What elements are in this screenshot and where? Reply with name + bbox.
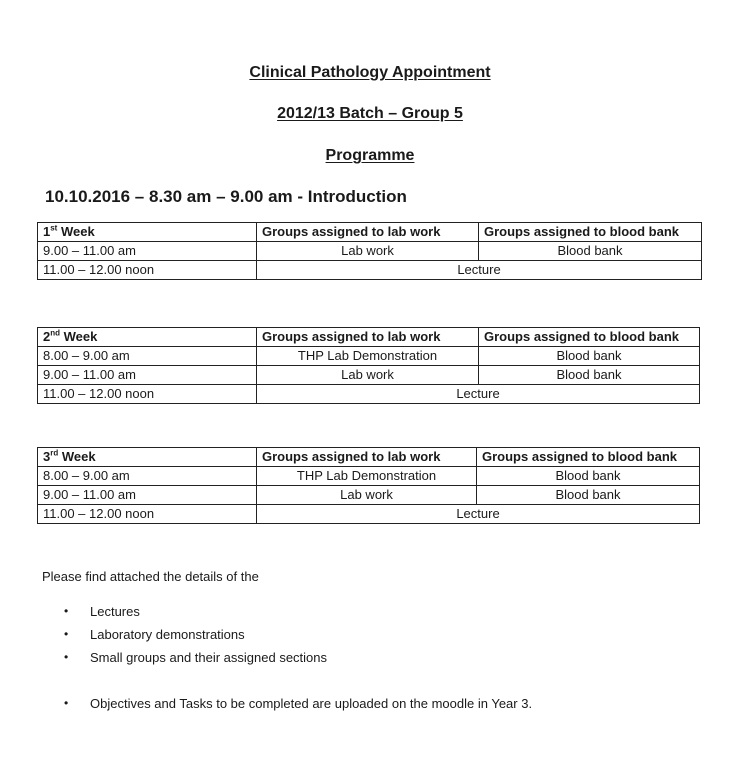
blood-bank-column-header: Groups assigned to blood bank: [479, 223, 702, 242]
table-header-row: [38, 328, 700, 347]
attachment-list: [42, 600, 327, 669]
blood-bank-cell: Blood bank: [479, 347, 700, 366]
time-cell: 9.00 – 11.00 am: [38, 242, 257, 261]
table-row: [38, 467, 700, 486]
blood-bank-cell: Blood bank: [479, 242, 702, 261]
list-item: • Lectures: [42, 600, 327, 623]
blood-bank-cell: Blood bank: [477, 467, 700, 486]
table-row: [38, 366, 700, 385]
blood-bank-cell: Blood bank: [479, 366, 700, 385]
table-row: [38, 242, 702, 261]
blood-bank-column-header: Groups assigned to blood bank: [479, 328, 700, 347]
blood-bank-column-header: Groups assigned to blood bank: [477, 448, 700, 467]
blood-bank-cell: Blood bank: [477, 486, 700, 505]
week-label: 1st Week: [38, 223, 257, 242]
table-row: [38, 347, 700, 366]
table-header-row: [38, 448, 700, 467]
lab-cell: Lab work: [257, 486, 477, 505]
document-title: Clinical Pathology Appointment: [249, 64, 491, 81]
table-header-row: [38, 223, 702, 242]
lab-column-header: Groups assigned to lab work: [257, 223, 479, 242]
time-cell: 11.00 – 12.00 noon: [38, 385, 257, 404]
batch-heading: 2012/13 Batch – Group 5: [277, 105, 463, 122]
time-cell: 11.00 – 12.00 noon: [38, 261, 257, 280]
introduction-line: 10.10.2016 – 8.30 am – 9.00 am - Introduction: [45, 187, 407, 206]
time-cell: 9.00 – 11.00 am: [38, 486, 257, 505]
week-label: 3rd Week: [38, 448, 257, 467]
lab-column-header: Groups assigned to lab work: [257, 328, 479, 347]
lab-cell: Lab work: [257, 242, 479, 261]
time-cell: 9.00 – 11.00 am: [38, 366, 257, 385]
time-cell: 11.00 – 12.00 noon: [38, 505, 257, 524]
week-1-schedule-table: [37, 222, 702, 280]
bullet-icon: •: [64, 696, 69, 710]
week-label: 2nd Week: [38, 328, 257, 347]
lecture-cell: Lecture: [257, 505, 700, 524]
bullet-icon: •: [64, 650, 69, 664]
lab-cell: THP Lab Demonstration: [257, 347, 479, 366]
table-row: [38, 486, 700, 505]
attachment-note: Please find attached the details of the: [42, 569, 259, 584]
programme-heading: Programme: [325, 147, 415, 164]
lecture-cell: Lecture: [257, 385, 700, 404]
time-cell: 8.00 – 9.00 am: [38, 347, 257, 366]
time-cell: 8.00 – 9.00 am: [38, 467, 257, 486]
lab-cell: THP Lab Demonstration: [257, 467, 477, 486]
table-row: [38, 505, 700, 524]
bullet-icon: •: [64, 604, 69, 618]
week-3-schedule-table: [37, 447, 700, 524]
lab-column-header: Groups assigned to lab work: [257, 448, 477, 467]
lab-cell: Lab work: [257, 366, 479, 385]
lecture-cell: Lecture: [257, 261, 702, 280]
table-row: [38, 385, 700, 404]
list-item: • Small groups and their assigned sections: [42, 646, 327, 669]
table-row: [38, 261, 702, 280]
list-item: • Laboratory demonstrations: [42, 623, 327, 646]
week-2-schedule-table: [37, 327, 700, 404]
moodle-note: • Objectives and Tasks to be completed are uploaded on the moodle in Year 3.: [42, 692, 532, 715]
bullet-icon: •: [64, 627, 69, 641]
